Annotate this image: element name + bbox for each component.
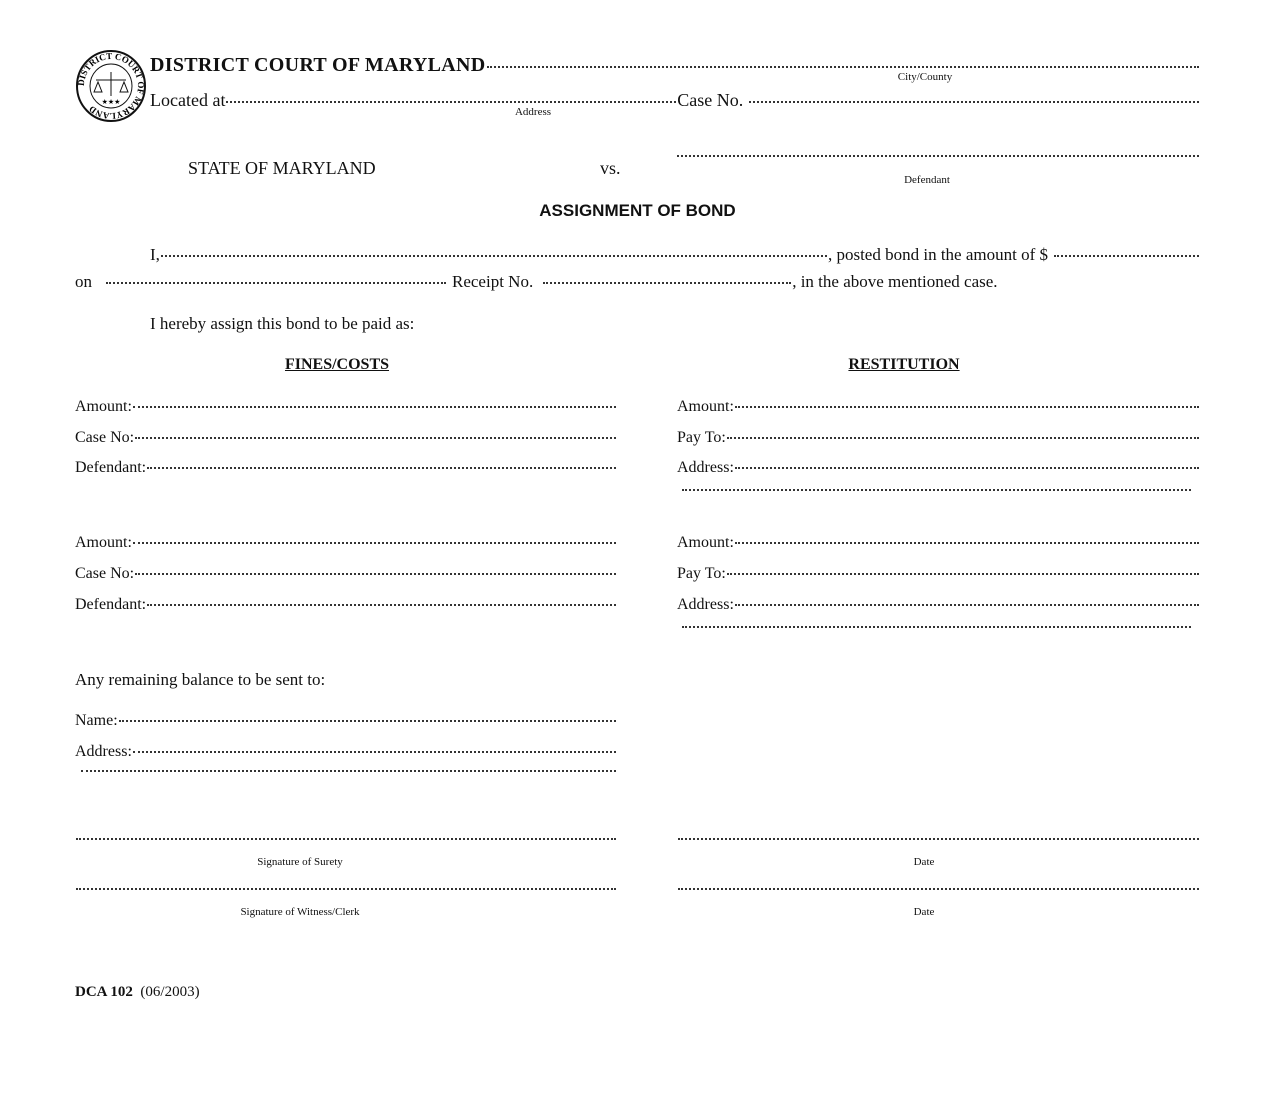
fines-amount-1 xyxy=(75,397,617,417)
city-county-caption: City/County xyxy=(897,71,953,83)
fines-defendant-field[interactable] xyxy=(147,467,616,469)
date-posted-field[interactable] xyxy=(106,282,446,284)
label: Amount: xyxy=(677,534,734,551)
receipt-no-field[interactable] xyxy=(543,282,791,284)
vs-label: vs. xyxy=(600,158,621,178)
date-line-1 xyxy=(677,841,1200,861)
defendant-caption: Defendant xyxy=(904,174,950,186)
rest-payto-2 xyxy=(677,564,1200,584)
date-line-2 xyxy=(677,891,1200,911)
label: Address: xyxy=(75,743,132,760)
label: Case No: xyxy=(75,565,135,582)
rest-address-2b xyxy=(681,629,1192,649)
form-revision: (06/2003) xyxy=(140,984,200,1000)
fines-defendant-field[interactable] xyxy=(147,604,616,606)
rest-amount-field[interactable] xyxy=(735,542,1199,544)
date-field-1[interactable] xyxy=(678,838,1199,840)
case-suffix: , in the above mentioned case. xyxy=(792,272,998,291)
restitution-heading: RESTITUTION xyxy=(848,356,960,373)
court-line xyxy=(150,55,1200,75)
assign-text: I hereby assign this bond to be paid as: xyxy=(150,314,415,333)
rest-address-field[interactable] xyxy=(735,467,1199,469)
svg-text:★★★: ★★★ xyxy=(101,98,121,106)
on-label: on xyxy=(75,272,92,291)
label: Name: xyxy=(75,712,118,729)
label: Amount: xyxy=(677,398,734,415)
fines-amount-field[interactable] xyxy=(133,542,616,544)
fines-case-2 xyxy=(75,564,617,584)
rest-payto-1 xyxy=(677,428,1200,448)
fines-heading: FINES/COSTS xyxy=(284,356,390,373)
rest-address-field-2[interactable] xyxy=(682,489,1191,491)
case-no-field[interactable] xyxy=(749,101,1199,103)
surety-signature-field[interactable] xyxy=(76,838,616,840)
rest-address-field-2[interactable] xyxy=(682,626,1191,628)
surety-signature-line xyxy=(75,841,617,861)
fines-case-1 xyxy=(75,428,617,448)
label: Defendant: xyxy=(75,459,147,476)
fines-defendant-1 xyxy=(75,458,617,478)
date-caption-1: Date xyxy=(913,856,935,868)
surety-caption: Signature of Surety xyxy=(257,856,343,868)
court-seal-logo xyxy=(76,50,146,122)
fines-case-field[interactable] xyxy=(135,437,616,439)
rest-address-field[interactable] xyxy=(735,604,1199,606)
label: Address: xyxy=(677,459,734,476)
label: Amount: xyxy=(75,534,132,551)
balance-name xyxy=(75,711,617,731)
label: Defendant: xyxy=(75,596,147,613)
posted-label: , posted bond in the amount of $ xyxy=(827,245,1048,264)
i-label: I, xyxy=(150,245,160,264)
form-footer xyxy=(75,982,200,1002)
rest-amount-2 xyxy=(677,533,1200,553)
balance-address-field-2[interactable] xyxy=(81,770,616,772)
balance-label: Any remaining balance to be sent to: xyxy=(75,670,326,689)
form-id: DCA 102 xyxy=(75,984,133,1000)
rest-payto-field[interactable] xyxy=(727,573,1199,575)
balance-name-field[interactable] xyxy=(119,720,616,722)
label: Pay To: xyxy=(677,565,726,582)
label: Pay To: xyxy=(677,429,726,446)
state-label: STATE OF MARYLAND xyxy=(188,158,376,178)
receipt-label: Receipt No. xyxy=(452,272,534,291)
address-caption: Address xyxy=(514,106,552,118)
fines-amount-field[interactable] xyxy=(133,406,616,408)
fines-case-field[interactable] xyxy=(135,573,616,575)
bond-amount-field[interactable] xyxy=(1054,255,1199,257)
city-county-field[interactable] xyxy=(487,66,1199,68)
rest-address-1b xyxy=(681,492,1192,512)
rest-address-2 xyxy=(677,595,1200,615)
location-line xyxy=(150,90,1200,110)
rest-amount-1 xyxy=(677,397,1200,417)
fines-defendant-2 xyxy=(75,595,617,615)
witness-signature-field[interactable] xyxy=(76,888,616,890)
rest-amount-field[interactable] xyxy=(735,406,1199,408)
label: Address: xyxy=(677,596,734,613)
balance-address-field[interactable] xyxy=(133,751,616,753)
receipt-line xyxy=(75,272,1105,292)
date-caption-2: Date xyxy=(913,906,935,918)
balance-address-2 xyxy=(80,773,617,793)
surety-name-field[interactable] xyxy=(161,255,827,257)
rest-address-1 xyxy=(677,458,1200,478)
rest-payto-field[interactable] xyxy=(727,437,1199,439)
page-title: ASSIGNMENT OF BOND xyxy=(539,201,736,220)
balance-address xyxy=(75,742,617,762)
date-field-2[interactable] xyxy=(678,888,1199,890)
defendant-field[interactable] xyxy=(677,155,1199,157)
case-no-label: Case No. xyxy=(677,90,744,110)
label: Case No: xyxy=(75,429,135,446)
located-label: Located at xyxy=(150,90,226,110)
address-field[interactable] xyxy=(226,101,676,103)
court-name: DISTRICT COURT OF MARYLAND xyxy=(150,54,486,76)
posted-line xyxy=(150,245,1200,265)
label: Amount: xyxy=(75,398,132,415)
svg-text:DISTRICT COURT OF MARYLAND: DISTRICT COURT OF MARYLAND xyxy=(76,50,146,122)
fines-amount-2 xyxy=(75,533,617,553)
witness-caption: Signature of Witness/Clerk xyxy=(240,906,360,918)
